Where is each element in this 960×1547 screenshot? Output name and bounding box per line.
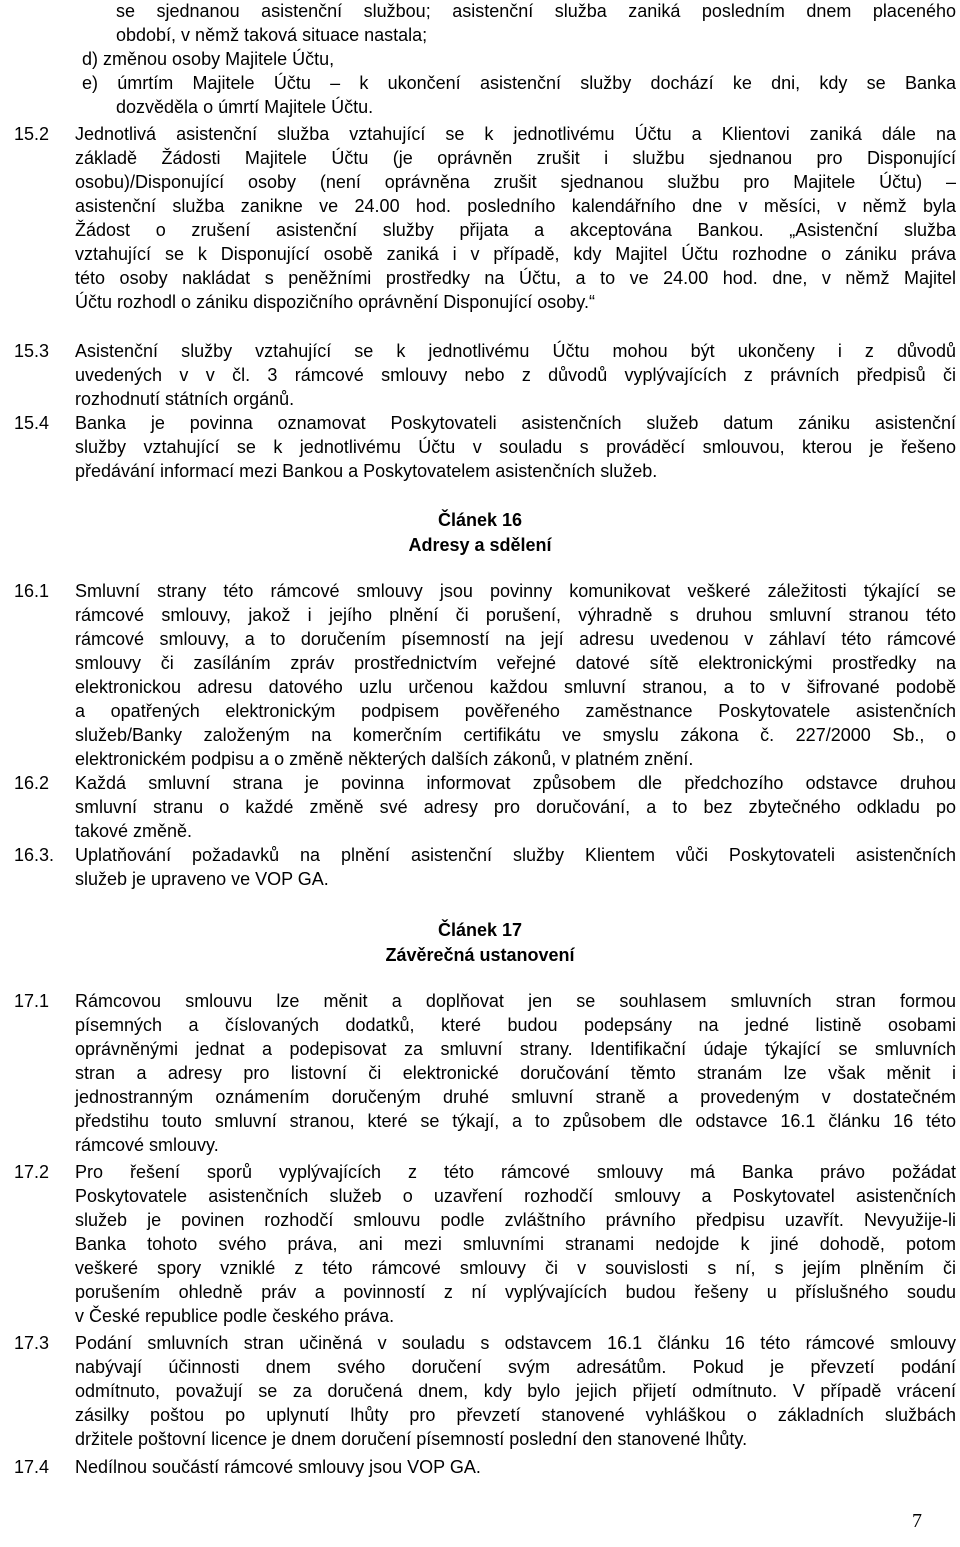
paragraph-line: této osoby nakládat s peněžními prostředky na Účtu, a to ve 24.00 hod. dne, v němž Majitel (75, 268, 956, 288)
paragraph-line: Pro řešení sporů vyplývajících z této rámcové smlouvy má Banka právo požádat (75, 1162, 956, 1182)
paragraph-line: stran a adresy pro listovní či elektronické doručování těmto stranám lze však měnit i (75, 1063, 956, 1083)
paragraph-line: Každá smluvní strana je povinna informovat způsobem dle předchozího odstavce druhou (75, 773, 956, 793)
paragraph-line: Nedílnou součástí rámcové smlouvy jsou VOP GA. (75, 1457, 481, 1477)
paragraph-line: osobu)/Disponující osoby (není oprávněna zrušit sjednanou službu pro Majitele Účtu) – (75, 172, 956, 192)
paragraph-line: rozhodnutí státních orgánů. (75, 389, 295, 409)
paragraph-line: zásilky poštou po uplynutí lhůty pro převzetí stanovené vyhláškou o základních službách (75, 1405, 956, 1425)
paragraph-line: takové změně. (75, 821, 193, 841)
paragraph-line: dozvěděla o úmrtí Majitele Účtu. (116, 97, 374, 117)
article-subtitle: Adresy a sdělení (408, 535, 552, 555)
paragraph-line: Jednotlivá asistenční služba vztahující se k jednotlivému Účtu a Klientovi zaniká dále na (75, 124, 956, 144)
section-number: 15.2 (14, 124, 50, 144)
section-number: 15.3 (14, 341, 50, 361)
paragraph-line: Podání smluvních stran učiněná v souladu s odstavcem 16.1 článku 16 této rámcové smlouvy (75, 1333, 956, 1353)
paragraph-line: předávání informací mezi Bankou a Poskytovatelem asistenčních služeb. (75, 461, 658, 481)
paragraph-line: smluvní stranu o každé změně své adresy pro doručování, a to bez zbytečného odkladu po (75, 797, 956, 817)
paragraph-line: rámcové smlouvy, jakož i jejího plnění či porušení, výhradně s druhou smluvní stranou této (75, 605, 956, 625)
paragraph-line: smlouvy či zasíláním zpráv prostřednictvím veřejné datové sítě elektronickými prostředky na (75, 653, 956, 673)
paragraph-line: písemných a číslovaných dodatků, které budou podepsány na jedné listině osobami (75, 1015, 956, 1035)
section-number: 17.4 (14, 1457, 50, 1477)
paragraph-line: Asistenční služby vztahující se k jednotlivému Účtu mohou být ukončeny i z důvodů (75, 341, 956, 361)
paragraph-line: Účtu rozhodl o zániku dispozičního oprávnění Disponující osoby.“ (75, 292, 595, 312)
paragraph-line: oprávněnými jednat a podepisovat za smluvní strany. Identifikační údaje týkající se smluvních (75, 1039, 956, 1059)
paragraph-line: nabývají účinnosti dnem svého doručení svým adresátům. Pokud je převzetí podání (75, 1357, 956, 1377)
paragraph-line: jednostranným oznámením doručeným druhé smluvní straně a provedeným v dostatečném (75, 1087, 956, 1107)
paragraph-line: v České republice podle českého práva. (75, 1306, 395, 1326)
section-number: 17.2 (14, 1162, 50, 1182)
paragraph-line: elektronickou adresu datového uzlu určenou každou smluvní stranou, a to v šifrované podobě (75, 677, 956, 697)
paragraph-line: asistenční služba zanikne ve 24.00 hod. posledního kalendářního dne v měsíci, v němž byla (75, 196, 956, 216)
article-title: Článek 16 (437, 510, 523, 530)
paragraph-line: rámcové smlouvy. (75, 1135, 219, 1155)
paragraph-line: vztahující se k Disponující osobě zaniká i v případě, kdy Majitel Účtu rozhodne o zániku práva (75, 244, 956, 264)
section-number: 17.3 (14, 1333, 50, 1353)
section-number: 16.2 (14, 773, 50, 793)
article-subtitle: Závěrečná ustanovení (385, 945, 575, 965)
paragraph-line: Smluvní strany této rámcové smlouvy jsou povinny komunikovat veškeré záležitosti týkající se (75, 581, 956, 601)
paragraph-line: a opatřených elektronickým podpisem pověřeného zaměstnance Poskytovatele asistenčních (75, 701, 956, 721)
paragraph-line: služeb je upraveno ve VOP GA. (75, 869, 329, 889)
paragraph-line: odmítnuto, považují se za doručená dnem, kdy bylo jejich přijetí odmítnuto. V případě vrácení (75, 1381, 956, 1401)
paragraph-line: Žádost o zrušení asistenční služby přijata a akceptována Bankou. „Asistenční služba (75, 220, 956, 240)
paragraph-line: služby vztahující se k jednotlivému Účtu v souladu s prováděcí smlouvou, kterou je řešeno (75, 437, 956, 457)
paragraph-line: Uplatňování požadavků na plnění asistenční služby Klientem vůči Poskytovateli asistenčních (75, 845, 956, 865)
paragraph-line: se sjednanou asistenční službou; asistenční služba zaniká posledním dnem placeného (116, 1, 956, 21)
paragraph-line: Rámcovou smlouvu lze měnit a doplňovat jen se souhlasem smluvních stran formou (75, 991, 956, 1011)
paragraph-line: období, v němž taková situace nastala; (116, 25, 428, 45)
article-title: Článek 17 (437, 920, 523, 940)
section-number: 15.4 (14, 413, 50, 433)
list-item-e: e) úmrtím Majitele Účtu – k ukončení asistenční služby dochází ke dni, kdy se Banka (82, 73, 956, 93)
paragraph-line: Banka tohoto svého práva, ani mezi smluvními stranami nedojde k jiné dohodě, potom (75, 1234, 956, 1254)
paragraph-line: uvedených v v čl. 3 rámcové smlouvy nebo z důvodů vyplývajících z právních předpisů či (75, 365, 956, 385)
paragraph-line: držitele poštovní licence je dnem doručení písemností poslední den stanovené lhůty. (75, 1429, 748, 1449)
paragraph-line: rámcové smlouvy, a to doručením písemností na její adresu uvedenou v záhlaví této rámcové (75, 629, 956, 649)
paragraph-line: porušením ohledně práv a povinností z ní vyplývajících budou řešeny u příslušného soudu (75, 1282, 956, 1302)
paragraph-line: elektronickém podpisu a o změně některých dalších zákonů, v platném znění. (75, 749, 694, 769)
section-number: 17.1 (14, 991, 50, 1011)
paragraph-line: Banka je povinna oznamovat Poskytovateli asistenčních služeb datum zániku asistenční (75, 413, 956, 433)
paragraph-line: předstihu touto smluvní stranou, které se týkají, a to způsobem dle odstavce 16.1 článku 16 této (75, 1111, 956, 1131)
list-item-d: d) změnou osoby Majitele Účtu, (82, 49, 335, 69)
paragraph-line: Poskytovatele asistenčních služeb o uzavření rozhodčí smlouvy a Poskytovatel asistenčních (75, 1186, 956, 1206)
page-number: 7 (912, 1510, 922, 1532)
paragraph-line: služeb/Banky založeným na komerčním certifikátu ve smyslu zákona č. 227/2000 Sb., o (75, 725, 956, 745)
paragraph-line: služeb je povinen rozhodčí smlouvu podle zvláštního právního předpisu uzavřít. Nevyužije-li (75, 1210, 956, 1230)
section-number: 16.1 (14, 581, 50, 601)
paragraph-line: veškeré spory vzniklé z této rámcové smlouvy či v souvislosti s ní, s jejím plněním či (75, 1258, 956, 1278)
paragraph-line: základě Žádosti Majitele Účtu (je oprávněn zrušit i službu sjednanou pro Disponující (75, 148, 956, 168)
section-number: 16.3. (14, 845, 55, 865)
